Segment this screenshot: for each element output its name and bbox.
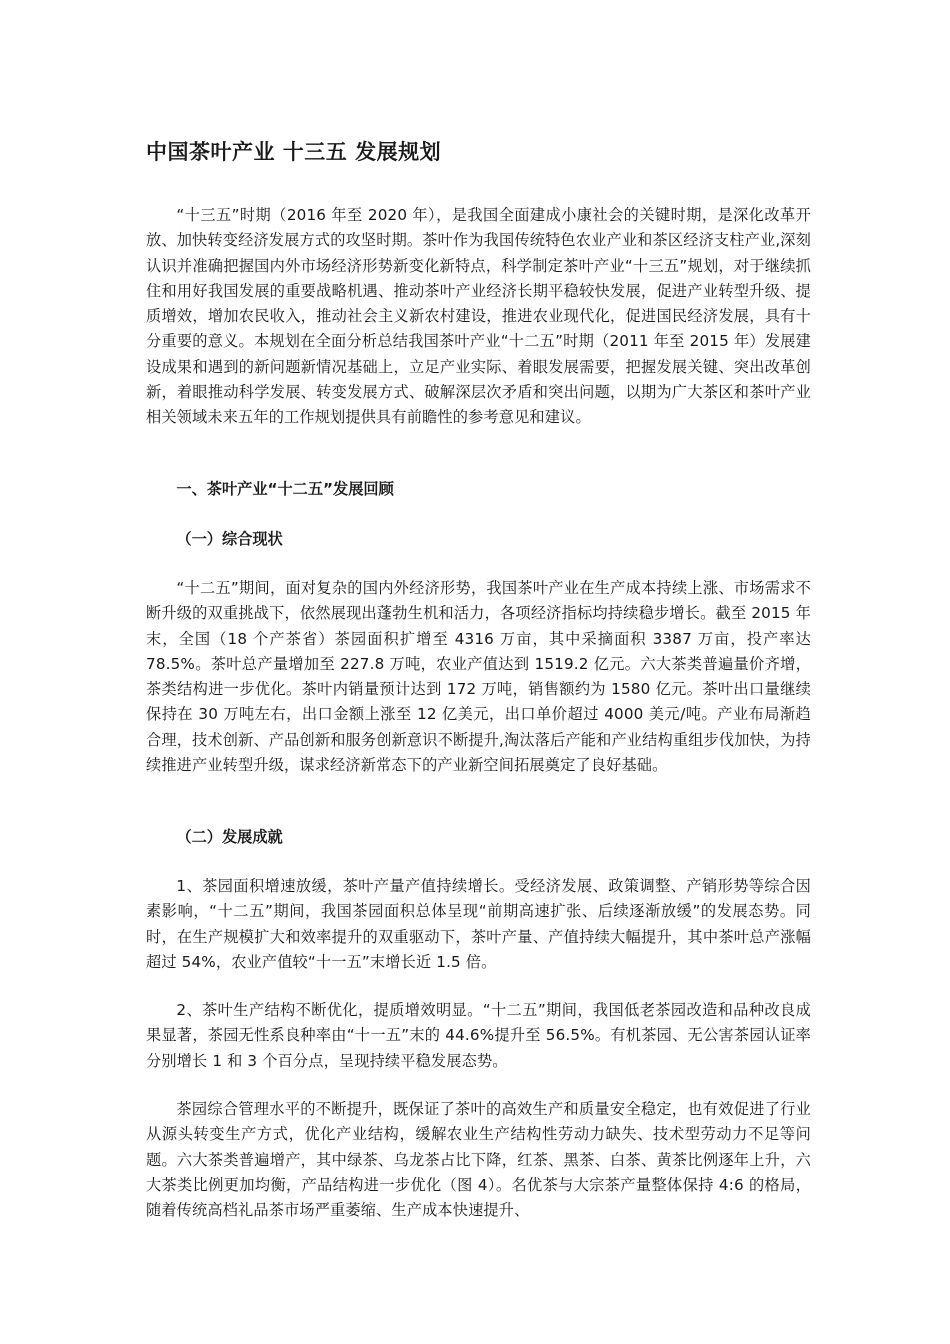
intro-paragraph: “十三五”时期（2016 年至 2020 年），是我国全面建成小康社会的关键时期，是深化改革开放、加快转变经济发展方式的攻坚时期。茶叶作为我国传统特色农业产业和茶区经济支柱产业,深刻认识并准确把握国内外市场经济形势新变化新特点，科学制定茶叶产业“十三五”规划，对于继续抓住和用好我国发展的重要战略机遇、推动茶叶产业经济长期平稳较快发展，促进产业转型升级、提质增效，增加农民收入，推动社会主义新农村建设，推进农业现代化，促进国民经济发展，具有十分重要的意义。本规划在全面分析总结我国茶叶产业“十二五”时期（2011 年至 2015 年）发展建设成果和遇到的新问题新情况基础上，立足产业实际、着眼发展需要，把握发展关键、突出改革创新，着眼推动科学发展、转变发展方式、破解深层次矛盾和突出问题，以期为广大茶区和茶叶产业相关领域未来五年的工作规划提供具有前瞻性的参考意见和建议。 <box>146 206 811 427</box>
status-paragraph: “十二五”期间，面对复杂的国内外经济形势，我国茶叶产业在生产成本持续上涨、市场需求不断升级的双重挑战下，依然展现出蓬勃生机和活力，各项经济指标均持续稳步增长。截至 2015 年末，全国（18 个产茶省）茶园面积扩增至 4316 万亩，其中采摘面积 3387 万亩，投产率达 78.5%。茶叶总产量增加至 227.8 万吨，农业产值达到 1519.2 亿元。六大茶类普遍量价齐增，茶类结构进一步优化。茶叶内销量预计达到 172 万吨，销售额约为 1580 亿元。茶叶出口量继续保持在 30 万吨左右，出口金额上涨至 12 亿美元，出口单价超过 4000 美元/吨。产业布局渐趋合理，技术创新、产品创新和服务创新意识不断提升,淘汰落后产能和产业结构重组步伐加快，为持续推进产业转型升级，谋求经济新常态下的产业新空间拓展奠定了良好基础。 <box>146 579 811 775</box>
subsection-heading-status: （一）综合现状 <box>176 530 283 548</box>
achievement-paragraph-1: 1、茶园面积增速放缓，茶叶产量产值持续增长。受经济发展、政策调整、产销形势等综合因素影响，“十二五”期间，我国茶园面积总体呈现“前期高速扩张、后续逐渐放缓”的发展态势。同时，在生产规模扩大和效率提升的双重驱动下，茶叶产量、产值持续大幅提升，其中茶叶总产涨幅超过 54%，农业产值较“十一五”末增长近 1.5 倍。 <box>146 877 811 971</box>
achievement-paragraph-2: 2、茶叶生产结构不断优化，提质增效明显。“十二五”期间，我国低老茶园改造和品种改良成果显著，茶园无性系良种率由“十一五”末的 44.6%提升至 56.5%。有机茶园、无公害茶园认证率分别增长 1 和 3 个百分点，呈现持续平稳发展态势。 <box>146 1001 811 1070</box>
document-title: 中国茶叶产业 十三五 发展规划 <box>146 140 442 164</box>
achievement-paragraph-2-continued: 茶园综合管理水平的不断提升，既保证了茶叶的高效生产和质量安全稳定，也有效促进了行业从源头转变生产方式，优化产业结构，缓解农业生产结构性劳动力缺失、技术型劳动力不足等问题。六大茶类普遍增产，其中绿茶、乌龙茶占比下降，红茶、黑茶、白茶、黄茶比例逐年上升，六大茶类比例更加均衡，产品结构进一步优化（图 4）。名优茶与大宗茶产量整体保持 4:6 的格局，随着传统高档礼品茶市场严重萎缩、生产成本快速提升、 <box>146 1100 811 1220</box>
section-heading-review: 一、茶叶产业“十二五”发展回顾 <box>176 480 394 498</box>
subsection-heading-achievements: （二）发展成就 <box>176 828 283 846</box>
